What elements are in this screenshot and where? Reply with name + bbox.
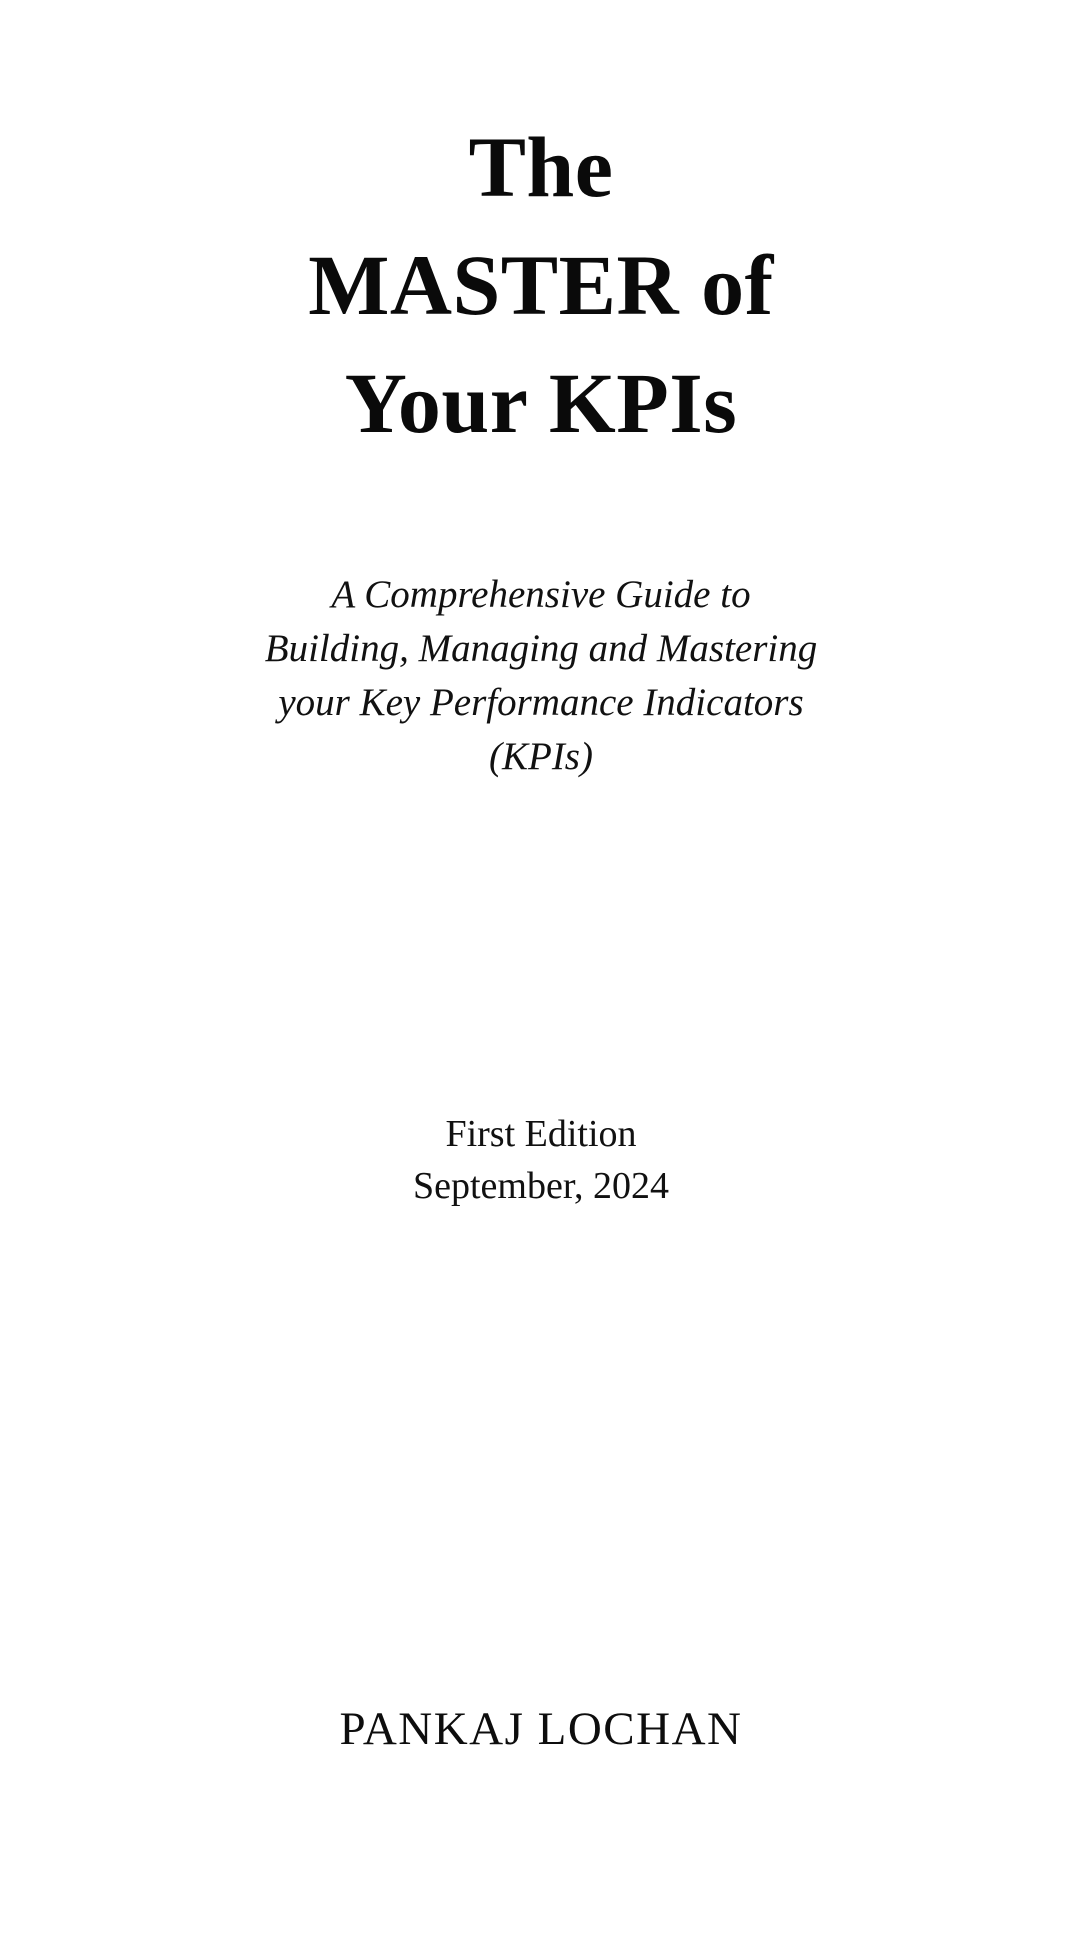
title-line-1: The (468, 119, 614, 215)
edition-info (191, 1108, 891, 1212)
book-title (0, 108, 1082, 462)
subtitle-line-4: (KPIs) (489, 735, 593, 778)
author-name: PANKAJ LOCHAN (339, 1703, 743, 1755)
edition-label: First Edition (445, 1113, 637, 1155)
subtitle-line-2: Building, Managing and Mastering (264, 627, 818, 670)
book-subtitle (221, 568, 861, 784)
subtitle-line-1: A Comprehensive Guide to (331, 573, 751, 616)
title-line-2: MASTER of (308, 237, 774, 333)
title-line-3: Your KPIs (344, 355, 738, 451)
edition-date: September, 2024 (413, 1165, 669, 1207)
subtitle-line-3: your Key Performance Indicators (278, 681, 804, 724)
